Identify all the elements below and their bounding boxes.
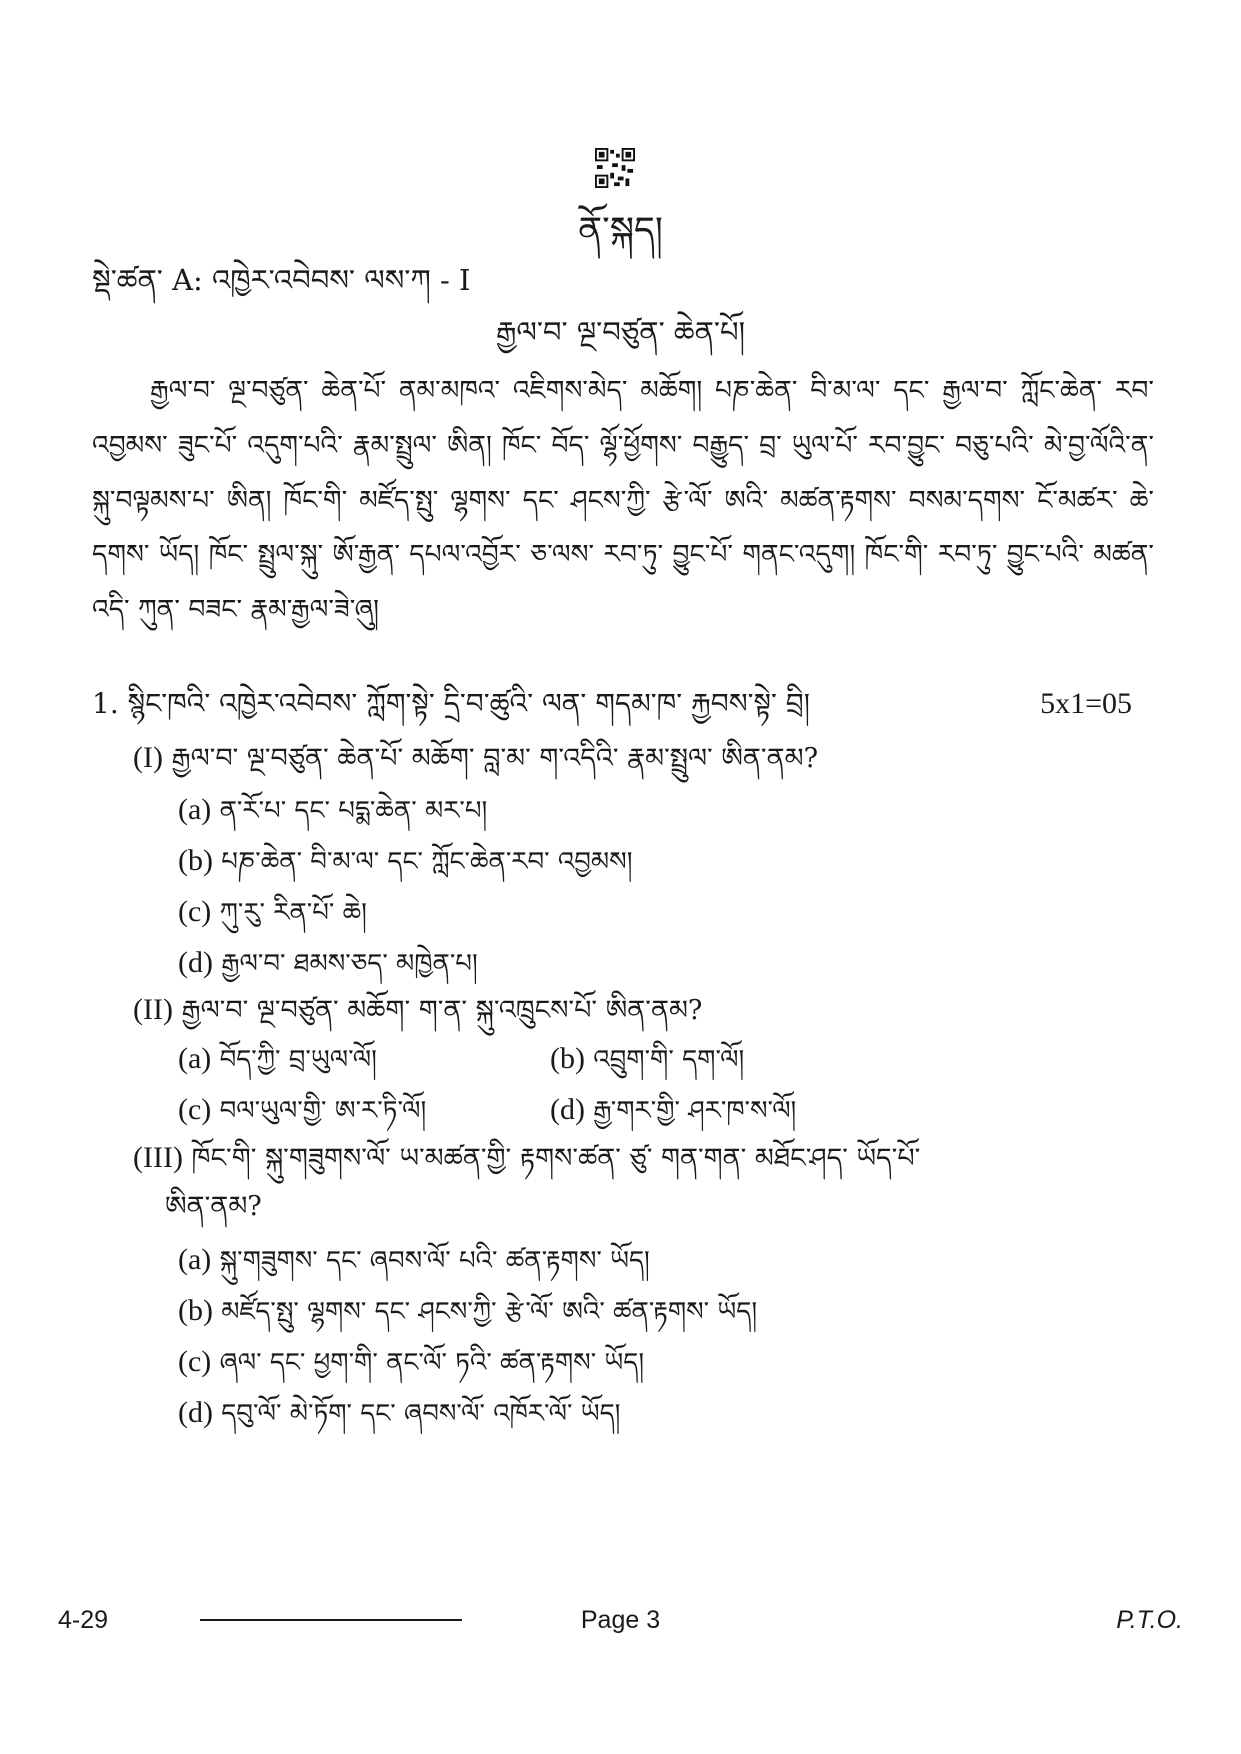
option-label: (c)	[178, 1093, 212, 1126]
subquestion-text: ཁོང་གི་ སྐུ་གཟུགས་ལོ་ ཡ་མཚན་གྱི་ རྟགས་ཚན་ ཙུ་ གན་གན་ མཐོང་ཤད་ ཡོད་པོ་	[191, 1143, 921, 1174]
option-3c[interactable]	[178, 1340, 644, 1385]
pto-label: P.T.O.	[1116, 1606, 1183, 1634]
option-2d[interactable]	[550, 1088, 796, 1133]
page-number: Page 3	[580, 1606, 661, 1634]
option-3b[interactable]	[178, 1289, 757, 1334]
subquestion-text-continued: ཨིན་ནམ?	[165, 1191, 262, 1222]
subquestion-3	[133, 1134, 1133, 1231]
option-1a[interactable]	[178, 788, 487, 833]
subquestion-2	[133, 986, 1133, 1035]
option-label: (c)	[178, 895, 212, 928]
option-1d[interactable]	[178, 941, 478, 986]
option-text: རྒྱལ་བ་ ཐམས་ཅད་ མཁྱེན་པ།	[221, 949, 478, 979]
option-1c[interactable]	[178, 890, 367, 935]
option-2c[interactable]	[178, 1088, 426, 1133]
option-label: (d)	[178, 1396, 213, 1429]
question-1	[92, 682, 1132, 726]
question-1-prompt: 1. སྙིང་ཁའི་ འཁྱེར་འབེབས་ ཀློག་སྟེ་ དྲི་བ་ཚུའི་ ལན་ གདམ་ཁ་ རྐྱབས་སྟེ་ བྲི།	[92, 687, 810, 720]
option-3d[interactable]	[178, 1391, 620, 1436]
subquestion-text: རྒྱལ་བ་ ལྔ་བཙུན་ མཆོག་ ག་ན་ སྐུ་འཁྲུངས་པོ་ ཨིན་ནམ?	[181, 995, 703, 1026]
option-label: (a)	[178, 793, 212, 826]
option-label: (c)	[178, 1345, 212, 1378]
page-title: ནོ་སྐད།	[578, 210, 663, 251]
option-2b[interactable]	[550, 1037, 744, 1082]
option-label: (b)	[178, 1294, 213, 1327]
option-text: དབུ་ལོ་ མེ་ཏོག་ དང་ ཞབས་ལོ་ འཁོར་ལོ་ ཡོད།	[221, 1399, 621, 1429]
option-label: (a)	[178, 1243, 212, 1276]
subquestion-label: (I)	[133, 741, 163, 774]
question-1-marks: 5x1=05	[1040, 687, 1132, 720]
option-label: (b)	[178, 844, 213, 877]
option-3a[interactable]	[178, 1238, 650, 1283]
option-1b[interactable]	[178, 839, 633, 884]
option-text: བལ་ཡུལ་གྱི་ ཨ་ར་ཏི་ལོ།	[219, 1096, 427, 1126]
qr-code-icon	[595, 148, 635, 188]
option-text: བོད་ཀྱི་ བྲ་ཡུལ་ལོ།	[219, 1045, 377, 1075]
subquestion-label: (III)	[133, 1141, 183, 1174]
option-text: རྒྱ་གར་གྱི་ ཤར་ཁ་ས་ལོ།	[593, 1096, 797, 1126]
option-label: (d)	[550, 1093, 585, 1126]
passage-body: རྒྱལ་བ་ ལྔ་བཙུན་ ཆེན་པོ་ ནམ་མཁའ་ འཇིགས་མེད་ མཆོག། པཎ་ཆེན་ བི་མ་ལ་ དང་ རྒྱལ་བ་ ཀློང་ཆེན་ རབ་འབྱམས་ ཟུང་པོ་ འདུག་པའི་ རྣམ་སྤྲུལ་ ཨིན། ཁོང་ བོད་ ལྷོ་ཕྱོགས་ བརྒྱུད་ བྲ་ ཡུལ་པོ་ རབ་བྱུང་ བཅུ་པའི་ མེ་བྱ་ལོའི་ན་ སྐུ་བལྟམས་པ་ ཨིན། ཁོང་གི་ མཛོད་སྤུ་ ལྷགས་ དང་ ཤངས་ཀྱི་ རྩེ་ལོ་ ཨའི་ མཚན་རྟགས་ བསམ་དགས་ ངོ་མཚར་ ཆེ་དགས་ ཡོད། ཁོང་ སྤྲུལ་སྐུ་ ཨོ་རྒྱན་ དཔལ་འབྱོར་ ཅ་ལས་ རབ་ཏུ་ བྱུང་པོ་ གནང་འདུག། ཁོང་གི་ རབ་ཏུ་ བྱུང་པའི་ མཚན་འདི་ ཀུན་ བཟང་ རྣམ་རྒྱལ་ཟེ་ཞུ།	[92, 375, 1154, 626]
option-2a[interactable]	[178, 1037, 377, 1082]
option-text: སྐུ་གཟུགས་ དང་ ཞབས་ལོ་ པའི་ ཚན་རྟགས་ ཡོད།	[219, 1246, 650, 1276]
option-label: (a)	[178, 1042, 212, 1075]
option-text: ཞལ་ དང་ ཕྱག་གི་ ནང་ལོ་ ཏའི་ ཚན་རྟགས་ ཡོད།	[219, 1348, 645, 1378]
option-text: མཛོད་སྤུ་ ལྷགས་ དང་ ཤངས་ཀྱི་ རྩེ་ལོ་ ཨའི་ ཚན་རྟགས་ ཡོད།	[221, 1297, 758, 1327]
option-label: (b)	[550, 1042, 585, 1075]
subquestion-1	[133, 734, 1133, 783]
subquestion-label: (II)	[133, 993, 173, 1026]
option-text: པཎ་ཆེན་ བི་མ་ལ་ དང་ ཀློང་ཆེན་རབ་ འབྱམས།	[221, 847, 633, 877]
subquestion-text: རྒྱལ་བ་ ལྔ་བཙུན་ ཆེན་པོ་ མཆོག་ བླ་མ་ ག་འདིའི་ རྣམ་སྤྲུལ་ ཨིན་ནམ?	[171, 743, 819, 774]
option-text: ཀུ་རུ་ རིན་པོ་ ཆེ།	[219, 898, 367, 928]
paper-code: 4-29	[58, 1606, 109, 1634]
option-text: ན་རོ་པ་ དང་ པདྨ་ཆེན་ མར་པ།	[219, 796, 488, 826]
passage-title: རྒྱལ་བ་ ལྔ་བཙུན་ ཆེན་པོ།	[495, 315, 746, 349]
option-text: འབྲུག་གི་ དག་ལོ།	[593, 1045, 745, 1075]
option-label: (d)	[178, 946, 213, 979]
section-heading: སྡེ་ཚན་ A: འཁྱེར་འབེབས་ ལས་ཀ - I	[92, 263, 471, 297]
